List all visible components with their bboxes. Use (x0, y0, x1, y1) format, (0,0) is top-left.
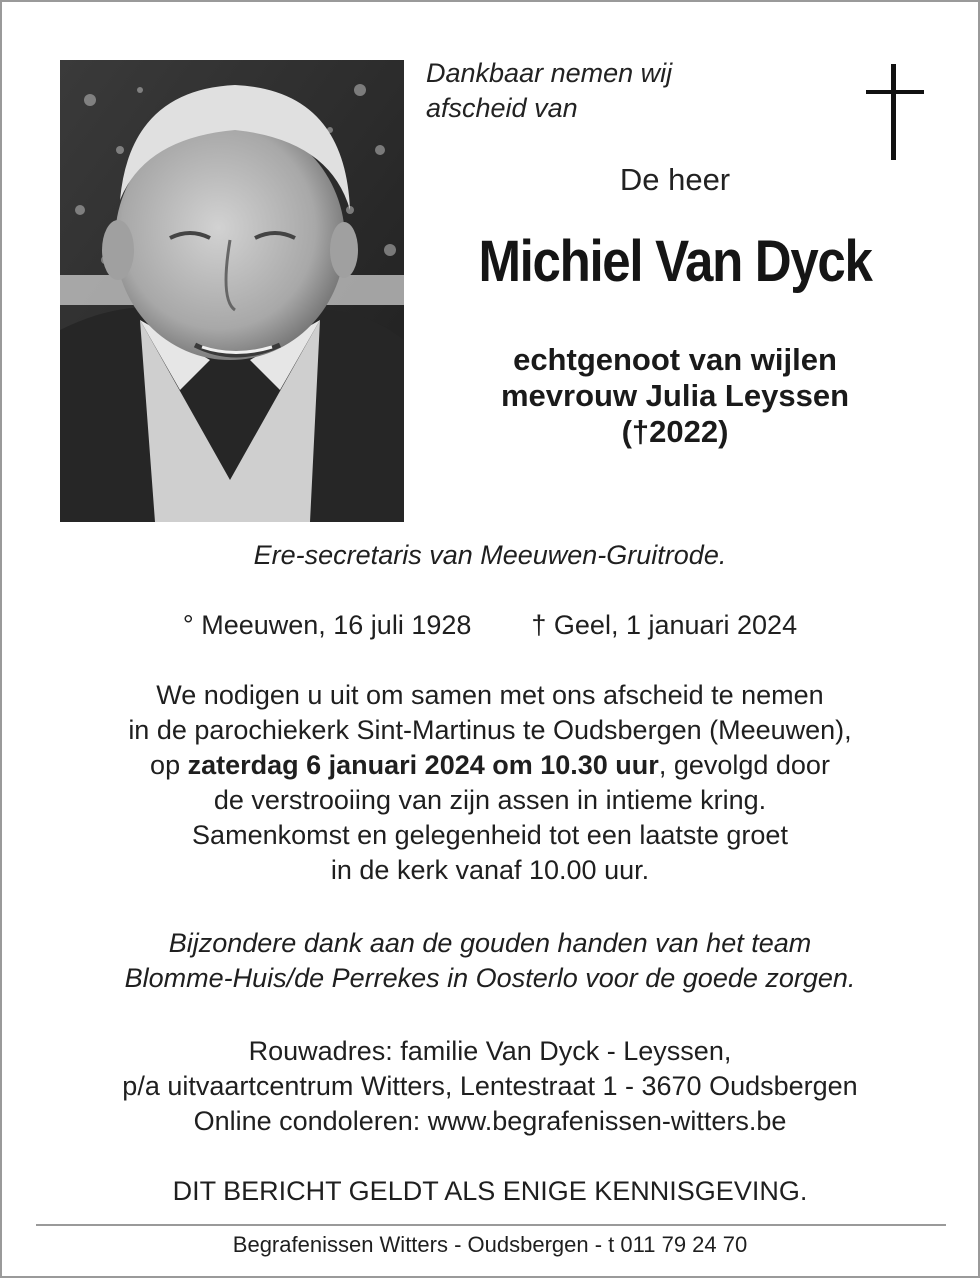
invitation-line: We nodigen u uit om samen met ons afscheid te nemen (156, 680, 824, 710)
spouse-info (428, 342, 922, 450)
honorary-title: Ere-secretaris van Meeuwen-Gruitrode. (253, 540, 727, 570)
cross-icon (866, 64, 924, 160)
intro-text (426, 56, 746, 126)
address-line: p/a uitvaartcentrum Witters, Lentestraat 1 - 3670 Oudsbergen (122, 1071, 858, 1101)
honorific: De heer (619, 162, 731, 197)
notice-statement: DIT BERICHT GELDT ALS ENIGE KENNISGEVING. (172, 1176, 808, 1206)
invitation-line: in de parochiekerk Sint-Martinus te Oudsbergen (Meeuwen), (128, 715, 852, 745)
intro-line: afscheid van (426, 93, 578, 123)
funeral-home-footer: Begrafenissen Witters - Oudsbergen - t 011 79 24 70 (232, 1232, 748, 1257)
address-line: Rouwadres: familie Van Dyck - Leyssen, (248, 1036, 732, 1066)
invitation-line: de verstrooiing van zijn assen in intieme kring. (213, 785, 767, 815)
condolence-link[interactable]: Online condoleren: www.begrafenissen-witters.be (193, 1106, 787, 1136)
thanks-note (2, 926, 978, 996)
spouse-line: (†2022) (621, 414, 729, 449)
spouse-line: mevrouw Julia Leyssen (500, 378, 850, 413)
thanks-line: Bijzondere dank aan de gouden handen van het team (168, 928, 812, 958)
death-date: † Geel, 1 januari 2024 (531, 610, 798, 640)
invitation-line: in de kerk vanaf 10.00 uur. (330, 855, 650, 885)
portrait-photo (60, 60, 404, 522)
intro-line: Dankbaar nemen wij (426, 58, 673, 88)
ceremony-datetime: zaterdag 6 januari 2024 om 10.30 uur (187, 750, 659, 780)
funeral-invitation (2, 678, 978, 888)
spouse-line: echtgenoot van wijlen (513, 342, 837, 377)
portrait-illustration (60, 60, 404, 522)
invitation-line: op zaterdag 6 januari 2024 om 10.30 uur, gevolgd door (150, 750, 830, 780)
mourning-address (2, 1034, 978, 1139)
life-dates (2, 608, 978, 643)
thanks-line: Blomme-Huis/de Perrekes in Oosterlo voor de goede zorgen. (124, 963, 856, 993)
invitation-line: Samenkomst en gelegenheid tot een laatste groet (192, 820, 788, 850)
footer-divider (36, 1224, 946, 1226)
deceased-name: Michiel Van Dyck (478, 229, 872, 294)
birth-date: ° Meeuwen, 16 juli 1928 (182, 610, 472, 640)
